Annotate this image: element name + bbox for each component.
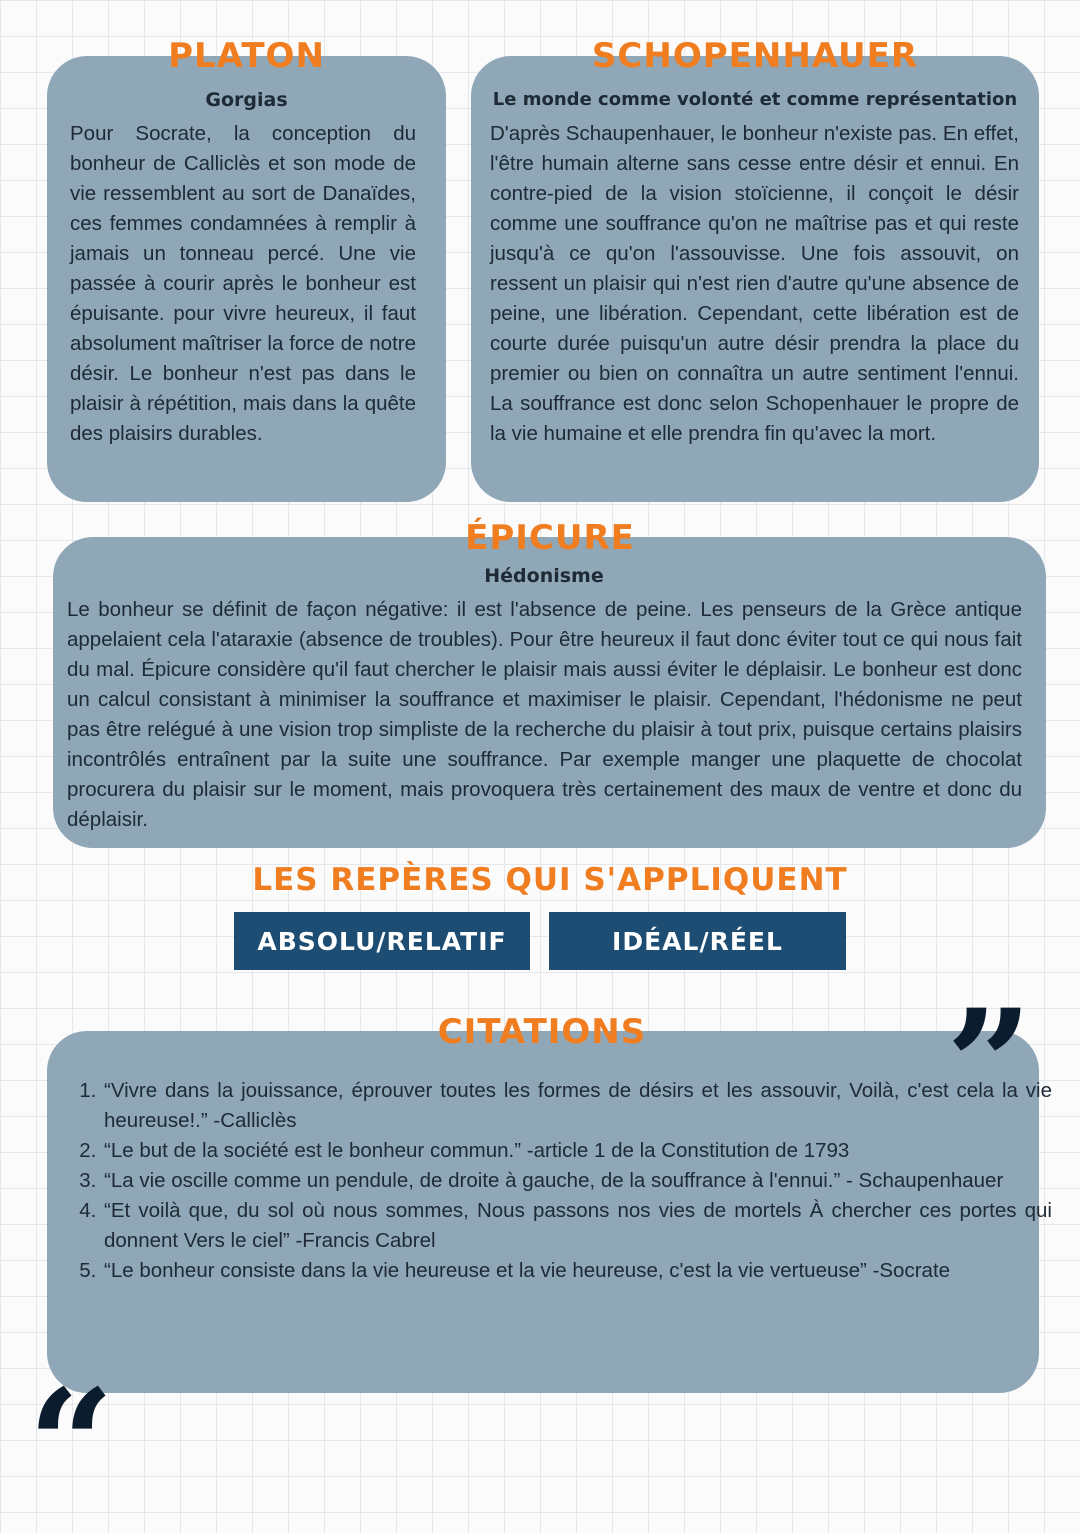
citations-title: CITATIONS [437, 1012, 647, 1052]
schopenhauer-subtitle: Le monde comme volonté et comme représentation [492, 89, 1018, 110]
schopenhauer-text: D'après Schaupenhauer, le bonheur n'existe pas. En effet, l'être humain alterne sans cesse entre désir et ennui. En contre-pied de la vision stoïcienne, il conçoit le désir comme une souffrance qu'on ne maîtrise pas et qui reste jusqu'à ce qu'on l'assouvisse. Une fois assouvit, on ressent un plaisir qui n'est rien d'autre qu'une absence de peine, une libération. Cependant, cette libération est de courte durée puisqu'un autre désir prendra la place du premier ou bien on connaîtra un autre sentiment l'ennui. La souffrance est donc selon Schopenhauer le propre de la vie humaine et elle prendra fin qu'avec la mort. [490, 122, 1019, 445]
platon-subtitle: Gorgias [205, 89, 288, 111]
citation-item: 5. “Le bonheur consiste dans la vie heureuse et la vie heureuse, c'est la vie vertueuse” -Socrate [102, 1256, 1052, 1286]
platon-text: Pour Socrate, la conception du bonheur de Calliclès et son mode de vie ressemblent au sort de Danaïdes, ces femmes condamnées à remplir à jamais un tonneau percé. Une vie passée à courir après le bonheur est épuisante. pour vivre heureux, il faut absolument maîtriser la force de notre désir. Le bonheur n'est pas dans le plaisir à répétition, mais dans la quête des plaisirs durables. [70, 122, 416, 445]
platon-title: PLATON [168, 36, 325, 76]
citations-list [70, 1076, 1052, 1286]
citation-item: 3. “La vie oscille comme un pendule, de droite à gauche, de la souffrance à l'ennui.” - Schaupenhauer [102, 1166, 1052, 1196]
citation-item: 1. “Vivre dans la jouissance, éprouver toutes les formes de désirs et les assouvir, Voilà, c'est cela la vie heureuse!.” -Calliclès [102, 1076, 1052, 1136]
schopenhauer-title: SCHOPENHAUER [591, 36, 919, 76]
close-quote-icon: ” [946, 977, 1033, 1153]
tag-absolu-relatif: ABSOLU/RELATIF [234, 912, 530, 970]
citation-item: 2. “Le but de la société est le bonheur commun.” -article 1 de la Constitution de 1793 [102, 1136, 1052, 1166]
reperes-title: LES REPÈRES QUI S'APPLIQUENT [252, 862, 848, 898]
epicure-text: Le bonheur se définit de façon négative: il est l'absence de peine. Les penseurs de la Grèce antique appelaient cela l'ataraxie (absence de troubles). Pour être heureux il faut donc éviter tout ce qui nous fait du mal. Épicure considère qu'il faut chercher le plaisir mais aussi éviter le déplaisir. Le bonheur est donc un calcul consistant à minimiser la souffrance et maximiser le plaisir. Cependant, l'hédonisme ne peut pas être relégué à une vision trop simpliste de la recherche du plaisir à tout prix, puisque certains plaisirs incontrôlés entraînent par la suite une souffrance. Par exemple manger une plaquette de chocolat procurera du plaisir sur le moment, mais provoquera très certainement des maux de ventre et donc du déplaisir. [67, 598, 1022, 831]
citation-item: 4. “Et voilà que, du sol où nous sommes, Nous passons nos vies de mortels À chercher ces portes qui donnent Vers le ciel” -Francis Cabrel [102, 1196, 1052, 1256]
tag-ideal-reel: IDÉAL/RÉEL [549, 912, 846, 970]
epicure-subtitle: Hédonisme [484, 565, 604, 587]
open-quote-icon: “ [28, 1357, 115, 1533]
epicure-title: ÉPICURE [465, 518, 635, 558]
